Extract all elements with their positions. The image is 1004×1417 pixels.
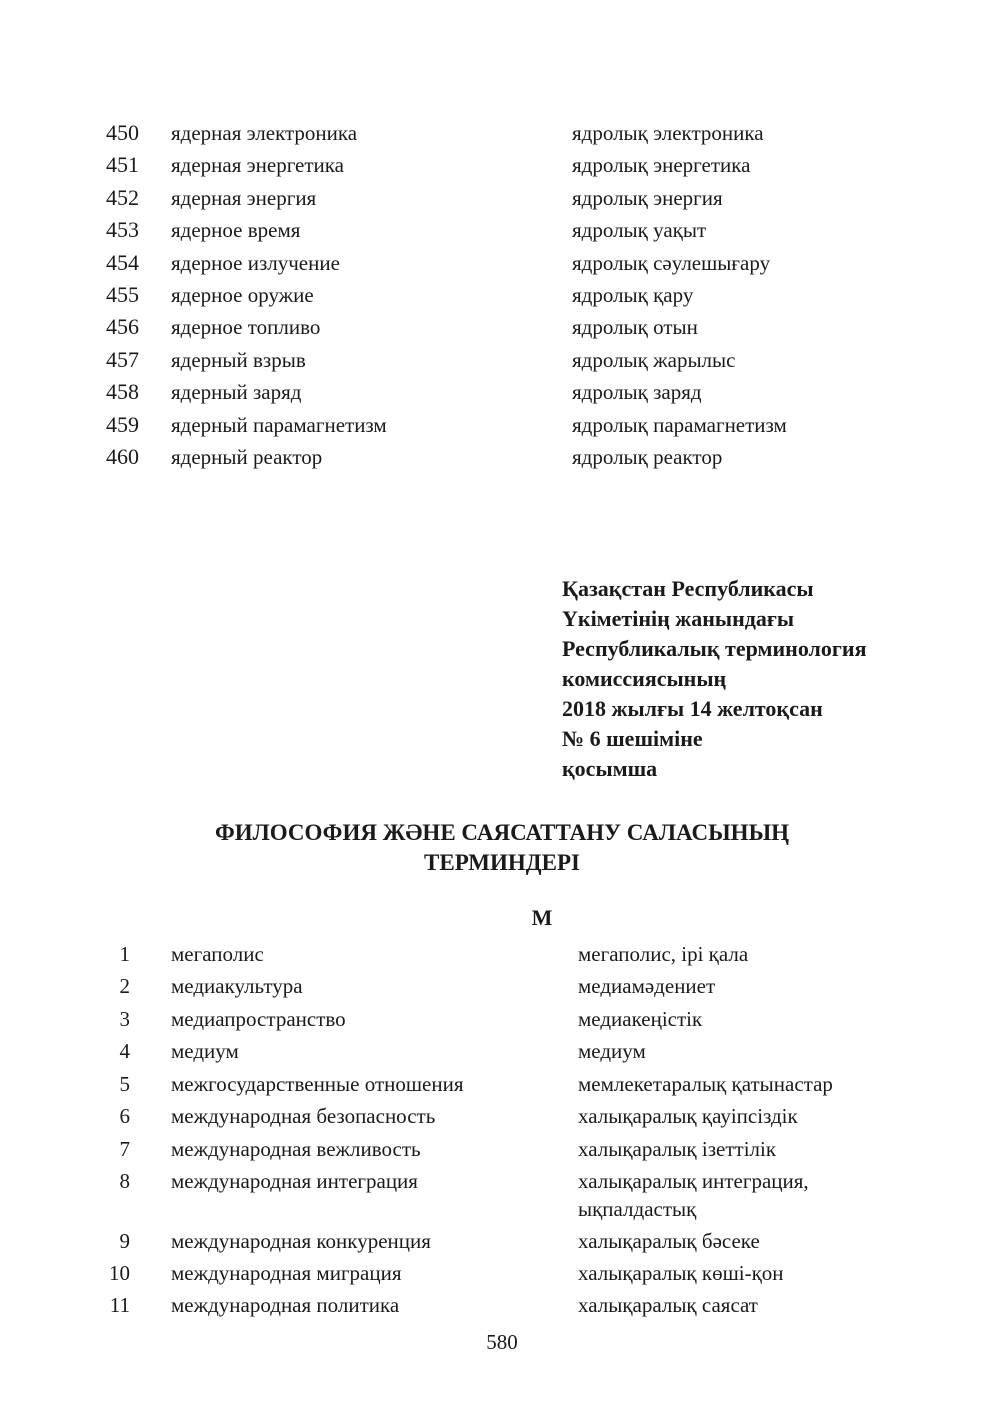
- term-russian: межгосударственные отношения: [171, 1072, 464, 1096]
- term-kazakh: медиум: [578, 1039, 646, 1063]
- approval-line: комиссиясының: [562, 666, 727, 691]
- term-number: 452: [106, 185, 139, 210]
- term-russian: ядерное время: [171, 218, 301, 242]
- term-kazakh: ядролық қару: [572, 283, 694, 307]
- term-kazakh: халықаралық саясат: [578, 1293, 758, 1317]
- term-russian: международная безопасность: [171, 1104, 436, 1128]
- term-russian: ядерный заряд: [171, 380, 302, 404]
- term-kazakh: ядролық энергия: [572, 186, 723, 210]
- term-kazakh: халықаралық қауіпсіздік: [578, 1104, 798, 1128]
- term-kazakh: ядролық заряд: [572, 380, 702, 404]
- term-kazakh: медиакеңістік: [578, 1007, 703, 1031]
- term-number: 9: [119, 1229, 130, 1253]
- term-kazakh: ядролық электроника: [572, 121, 764, 145]
- term-russian: международная вежливость: [171, 1137, 421, 1161]
- term-kazakh: халықаралық көші-қон: [578, 1261, 784, 1285]
- term-russian: ядерный реактор: [171, 445, 323, 469]
- approval-line: Республикалық терминология: [562, 636, 867, 661]
- approval-line: № 6 шешіміне: [562, 726, 703, 751]
- term-russian: международная миграция: [171, 1261, 402, 1285]
- term-russian: медиум: [171, 1039, 239, 1063]
- term-kazakh: ядролық уақыт: [572, 218, 707, 242]
- term-kazakh: мемлекетаралық қатынастар: [578, 1072, 833, 1096]
- term-number: 460: [106, 444, 139, 469]
- term-russian: ядерное топливо: [171, 315, 321, 339]
- term-kazakh: халықаралық бәсеке: [578, 1229, 760, 1253]
- term-kazakh: ядролық жарылыс: [572, 348, 736, 372]
- approval-line: 2018 жылғы 14 желтоқсан: [562, 696, 823, 721]
- term-number: 458: [106, 379, 139, 404]
- term-number: 455: [106, 282, 139, 307]
- term-number: 11: [109, 1293, 130, 1317]
- term-kazakh: ядролық реактор: [572, 445, 723, 469]
- term-russian: медиакультура: [171, 974, 303, 998]
- term-number: 8: [119, 1169, 130, 1193]
- term-russian: мегаполис: [171, 942, 264, 966]
- term-russian: медиапространство: [171, 1007, 346, 1031]
- approval-line: Үкіметінің жанындағы: [562, 606, 795, 631]
- term-number: 451: [106, 152, 139, 177]
- term-number: 4: [119, 1039, 130, 1063]
- term-russian: ядерная энергетика: [171, 153, 344, 177]
- term-number: 456: [106, 314, 139, 339]
- term-number: 7: [119, 1137, 130, 1161]
- term-russian: международная политика: [171, 1293, 400, 1317]
- term-russian: ядерная энергия: [171, 186, 317, 210]
- term-russian: международная конкуренция: [171, 1229, 431, 1253]
- approval-line: қосымша: [562, 756, 658, 781]
- term-kazakh: мегаполис, ірі қала: [578, 942, 749, 966]
- approval-block: [562, 574, 866, 784]
- term-kazakh: ядролық отын: [572, 315, 698, 339]
- term-number: 450: [106, 120, 139, 145]
- term-number: 10: [109, 1261, 130, 1285]
- term-kazakh: ядролық сәулешығару: [572, 251, 771, 275]
- term-kazakh: ядролық энергетика: [572, 153, 751, 177]
- section-title: [0, 818, 1004, 878]
- term-number: 2: [119, 974, 130, 998]
- page-number: 580: [486, 1330, 518, 1354]
- approval-line: Қазақстан Республикасы: [562, 576, 814, 601]
- term-number: 5: [119, 1072, 130, 1096]
- term-number: 1: [119, 942, 130, 966]
- term-kazakh: халықаралық ізеттілік: [578, 1137, 777, 1161]
- term-russian: ядерное оружие: [171, 283, 314, 307]
- term-number: 454: [106, 250, 139, 275]
- term-kazakh: халықаралық интеграция,: [578, 1169, 809, 1193]
- term-russian: ядерный взрыв: [171, 348, 306, 372]
- term-number: 453: [106, 217, 139, 242]
- term-kazakh: ядролық парамагнетизм: [572, 413, 787, 437]
- term-russian: международная интеграция: [171, 1169, 418, 1193]
- term-number: 3: [119, 1007, 130, 1031]
- term-russian: ядерный парамагнетизм: [171, 413, 387, 437]
- term-russian: ядерная электроника: [171, 121, 358, 145]
- term-kazakh: ықпалдастық: [578, 1197, 697, 1221]
- term-number: 6: [119, 1104, 130, 1128]
- section-title-line: ФИЛОСОФИЯ ЖӘНЕ САЯСАТТАНУ САЛАСЫНЫҢ: [214, 820, 790, 845]
- letter-heading: М: [531, 905, 553, 930]
- term-number: 459: [106, 412, 139, 437]
- term-number: 457: [106, 347, 139, 372]
- section-title-line: ТЕРМИНДЕРІ: [424, 850, 580, 875]
- term-kazakh: медиамәдениет: [578, 974, 716, 998]
- term-russian: ядерное излучение: [171, 251, 340, 275]
